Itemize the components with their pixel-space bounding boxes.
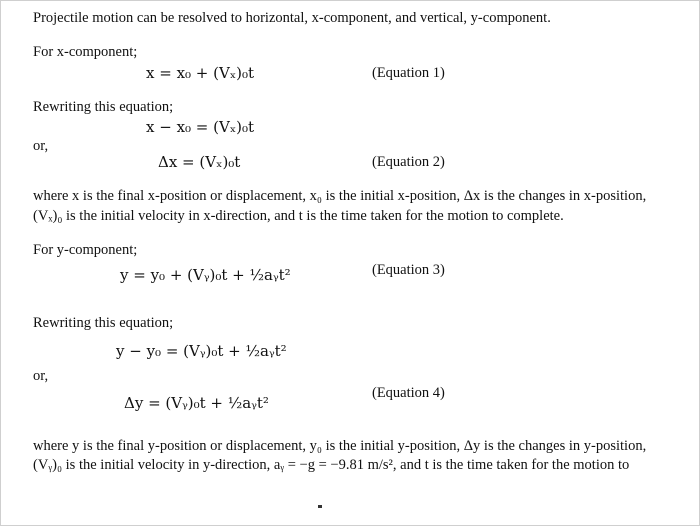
equation-y-rewrite: y − y₀ = (Vᵧ)₀t + ½aᵧt²	[116, 342, 287, 360]
y-explain-line2: (Vᵧ)₀ is the initial velocity in y-direction, aᵧ = −g = −9.81 m/s², and t is the time taken for the motion to	[33, 457, 630, 473]
equation-1: x = x₀ + (Vₓ)₀t	[146, 64, 255, 82]
y-or-text: or,	[33, 368, 49, 384]
equation-1-label: (Equation 1)	[372, 65, 445, 81]
intro-text: Projectile motion can be resolved to horizontal, x-component, and vertical, y-component.	[33, 10, 551, 26]
x-explain-line1: where x is the final x-position or displacement, x₀ is the initial x-position, Δx is the changes in x-position,	[33, 188, 647, 204]
y-explain-line1: where y is the final y-position or displacement, y₀ is the initial y-position, Δy is the changes in y-position,	[33, 438, 647, 454]
x-heading: For x-component;	[33, 44, 138, 60]
x-explain-line2: (Vₓ)₀ is the initial velocity in x-direction, and t is the time taken for the motion to complete.	[33, 208, 564, 224]
equation-3: y = y₀ + (Vᵧ)₀t + ½aᵧt²	[120, 266, 291, 284]
x-rewrite-text: Rewriting this equation;	[33, 99, 174, 115]
equation-4: Δy = (Vᵧ)₀t + ½aᵧt²	[124, 394, 269, 412]
equation-2: Δx = (Vₓ)₀t	[158, 153, 241, 171]
x-or-text: or,	[33, 138, 49, 154]
equation-3-label: (Equation 3)	[372, 262, 445, 278]
cropped-text-fragment	[318, 505, 322, 508]
equation-x-rewrite: x − x₀ = (Vₓ)₀t	[146, 118, 255, 136]
y-heading: For y-component;	[33, 242, 138, 258]
equation-2-label: (Equation 2)	[372, 154, 445, 170]
y-rewrite-text: Rewriting this equation;	[33, 315, 174, 331]
equation-4-label: (Equation 4)	[372, 385, 445, 401]
